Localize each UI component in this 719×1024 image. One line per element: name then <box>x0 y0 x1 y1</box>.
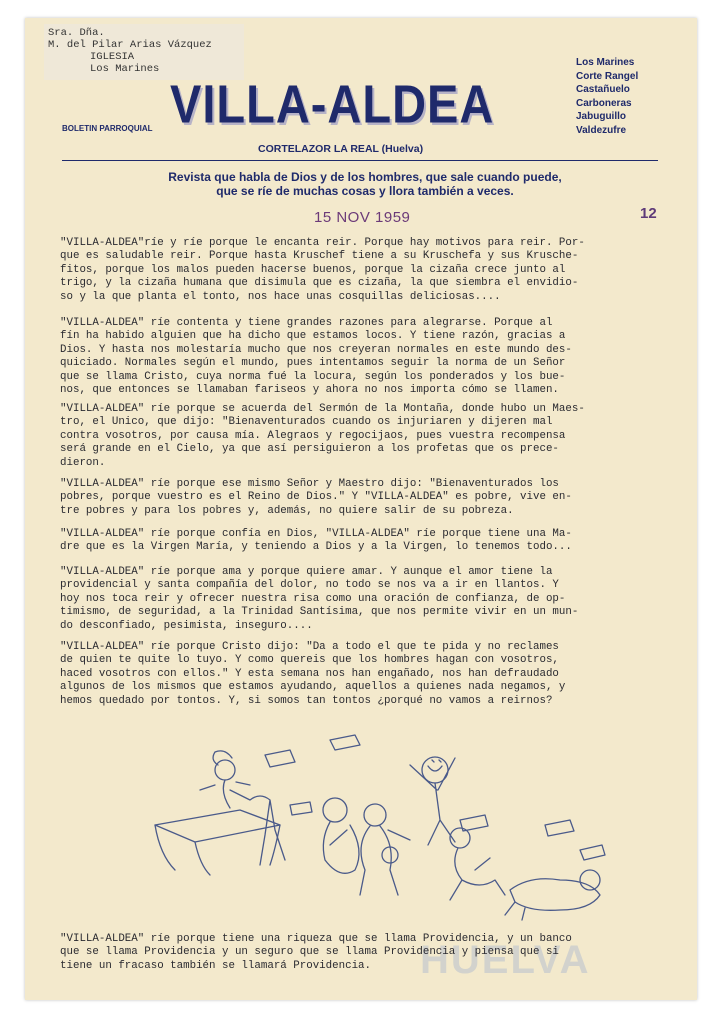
text-line: tiene un fracaso también se llamará Providencia. <box>60 959 372 972</box>
tagline-line: Revista que habla de Dios y de los hombres, que sale cuando puede, <box>168 170 562 184</box>
text-line: hemos quedado por tontos. Y, si somos tan tontos ¿porqué no vamos a reirnos? <box>60 694 553 707</box>
text-line: contra vosotros, por causa mía. Alegraos y regocijaos, pues vuestra recompensa <box>60 429 566 442</box>
text-line: "VILLA-ALDEA" ríe porque Cristo dijo: "Da a todo el que te pida y no reclames <box>60 641 559 653</box>
header-rule <box>62 160 658 161</box>
cartoon-illustration <box>150 730 620 930</box>
text-line: quiciado. Normales según el mundo, pues intentamos seguir la norma de un Señor <box>60 357 566 370</box>
text-line: trigo, y la cizaña humana que disimula que es cizaña, la que siembra el envidio- <box>60 277 579 290</box>
masthead-subtitle: CORTELAZOR LA REAL (Huelva) <box>258 143 424 155</box>
text-line: dieron. <box>60 456 106 469</box>
text-line: tre pobres y para los pobres y, además, no quiere salir de su pobreza. <box>60 504 514 517</box>
paragraph <box>60 528 660 555</box>
tagline <box>70 170 660 198</box>
place-item: Valdezufre <box>576 124 627 136</box>
text-line: que es saludable reir. Porque hasta Kruschef tiene a su Kruschefa y sus Krusche- <box>60 250 579 263</box>
text-line: "VILLA-ALDEA" ríe porque ese mismo Señor y Maestro dijo: "Bienaventurados los <box>60 478 559 490</box>
text-line: de quien te quite lo tuyo. Y como quereis que los hombres hagan con vosotros, <box>60 654 559 667</box>
paragraph <box>60 237 660 304</box>
watermark: HUELVA <box>420 938 591 982</box>
text-line: "VILLA-ALDEA"ríe y ríe porque le encanta reir. Porque hay motivos para reir. Por- <box>60 237 585 249</box>
place-item: Castañuelo <box>576 84 630 95</box>
text-line: pobres, porque vuestro es el Reino de Dios." Y "VILLA-ALDEA" es pobre, vive en- <box>60 491 572 504</box>
masthead-title: VILLA-ALDEA <box>170 73 495 135</box>
text-line: algunos de los mismos que estamos ayudando, aquellos a quienes nada negamos, y <box>60 681 566 694</box>
text-line: fín ha habido alguien que ha dicho que estamos locos. Y tiene razón, gracias a <box>60 330 566 343</box>
text-line: dre que es la Virgen María, y teniendo a Dios y a la Virgen, lo tenemos todo... <box>60 541 572 554</box>
text-line: hoy nos toca reir y ofrecer nuestra risa como una oración de confianza, de op- <box>60 592 566 605</box>
text-line: que se llama Cristo, cuya norma fué la locura, según los ponderados y los bue- <box>60 370 566 383</box>
text-line: "VILLA-ALDEA" ríe porque tiene una riqueza que se llama Providencia, y un banco <box>60 933 572 945</box>
text-line: "VILLA-ALDEA" ríe contenta y tiene grandes razones para alegrarse. Porque al <box>60 317 553 329</box>
place-item: Corte Rangel <box>576 70 639 82</box>
label-line: IGLESIA <box>90 51 135 63</box>
label-line: M. del Pilar Arias Vázquez <box>48 39 212 51</box>
text-line: tro, el Unico, que dijo: "Bienaventurados cuando os injuriaren y dijeren mal <box>60 416 553 429</box>
text-line: providencial y santa compañía del dolor, no todo se nos va a ir en llantos. Y <box>60 579 559 592</box>
date-stamp: 15 NOV 1959 <box>314 209 411 226</box>
closing-paragraph <box>60 933 660 973</box>
text-line: "VILLA-ALDEA" ríe porque se acuerda del Sermón de la Montaña, donde hubo un Maes- <box>60 403 585 415</box>
text-line: haced vosotros con ellos." Y esta semana nos han engañado, nos han defraudado <box>60 667 559 680</box>
places-list <box>576 56 638 137</box>
paragraph <box>60 478 660 518</box>
text-line: será grande en el Cielo, ya que así persiguieron a los profetas que os prece- <box>60 443 559 456</box>
text-line: timismo, de seguridad, a la Trinidad Santísima, que nos permite vivir en un mun- <box>60 606 579 619</box>
place-item: Carboneras <box>576 97 632 109</box>
text-line: "VILLA-ALDEA" ríe porque confía en Dios, "VILLA-ALDEA" ríe porque tiene una Ma- <box>60 528 572 540</box>
text-line: Dios. Y hasta nos molestaría mucho que nos creyeran normales en este mundo des- <box>60 343 572 356</box>
place-item: Los Marines <box>576 57 635 68</box>
label-line: Sra. Dña. <box>48 27 105 39</box>
issue-number: 12 <box>640 205 657 222</box>
place-item: Jabuguillo <box>576 111 626 122</box>
paragraph <box>60 566 660 633</box>
tagline-line: que se ríe de muchas cosas y llora también a veces. <box>216 184 514 198</box>
text-line: nos, que entonces se llamaban fariseos y ahora no nos importa cómo se llamen. <box>60 384 559 397</box>
paragraph <box>60 317 660 397</box>
text-line: so y la que planta el tonto, nos hace unas cosquillas deliciosas.... <box>60 290 501 303</box>
text-line: que se llama Providencia y un seguro que se llama Providencia y piensa que si <box>60 946 559 959</box>
label-line: Los Marines <box>90 63 160 75</box>
paragraph <box>60 641 660 708</box>
text-line: "VILLA-ALDEA" ríe porque ama y porque quiere amar. Y aunque el amor tiene la <box>60 566 553 578</box>
text-line: fitos, porque los malos pueden hacerse buenos, porque la cizaña crece junto al <box>60 263 566 276</box>
text-line: do desconfiado, pesimista, inseguro.... <box>60 619 313 632</box>
paragraph <box>60 403 660 470</box>
boletin-label: BOLETIN PARROQUIAL <box>62 124 153 133</box>
